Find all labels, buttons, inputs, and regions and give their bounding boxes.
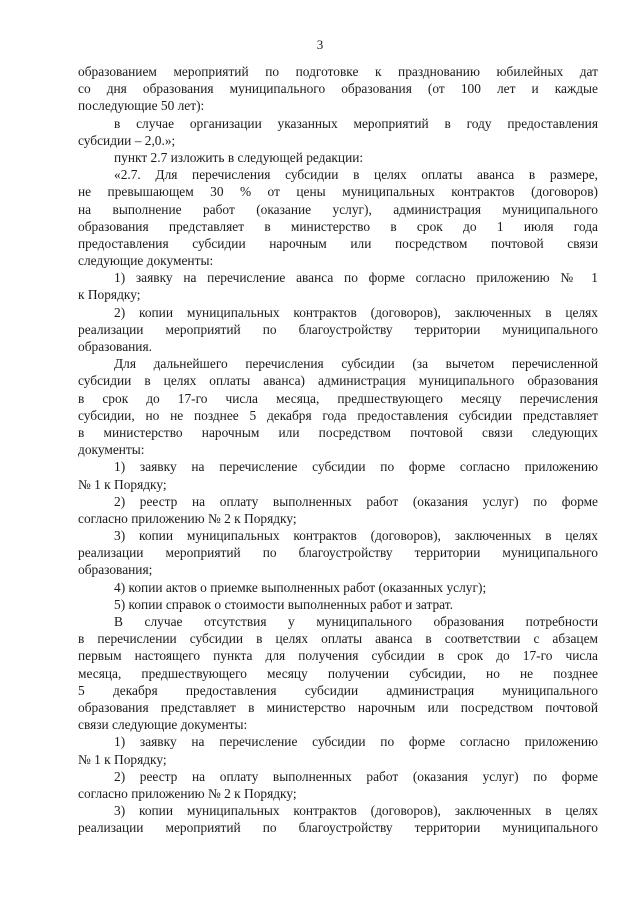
text-line: месяца, предшествующего месяцу получении субсидии, но не позднее (78, 665, 598, 681)
text-line: на выполнение работ (оказание услуг), администрация муниципального (78, 201, 598, 217)
text-line: образования представляет в министерство в срок до 1 июля года (78, 218, 598, 234)
text-line: согласно приложению № 2 к Порядку; (78, 785, 297, 801)
text-line: первым настоящего пункта для получения субсидии в срок до 17-го числа (78, 648, 598, 664)
text-line: реализации мероприятий по благоустройству территории муниципального (78, 545, 598, 561)
text-line: образования представляет в министерство нарочным или посредством почтовой (78, 699, 598, 715)
text-line: к Порядку; (78, 287, 141, 303)
text-line: 5) копии справок о стоимости выполненных работ и затрат. (114, 596, 453, 612)
text-line: 1) заявку на перечисление аванса по форме согласно приложению № 1 (114, 270, 598, 286)
text-line: 3) копии муниципальных контрактов (договоров), заключенных в целях (114, 803, 598, 819)
text-line: субсидии – 2,0.»; (78, 132, 176, 148)
text-line: 2) реестр на оплату выполненных работ (оказания услуг) по форме (114, 768, 598, 784)
text-line: 1) заявку на перечисление субсидии по форме согласно приложению (114, 459, 598, 475)
text-line: согласно приложению № 2 к Порядку; (78, 510, 297, 526)
text-line: 2) реестр на оплату выполненных работ (оказания услуг) по форме (114, 493, 598, 509)
text-line: предоставления субсидии нарочным или посредством почтовой связи (78, 235, 598, 251)
text-line: в случае организации указанных мероприятий в году предоставления (114, 115, 598, 131)
text-line: субсидии, но не позднее 5 декабря года предоставления субсидии представляет (78, 407, 598, 423)
text-line: последующие 50 лет): (78, 98, 205, 114)
text-line: в министерство нарочным или посредством почтовой связи следующих (78, 424, 598, 440)
text-line: № 1 к Порядку; (78, 476, 167, 492)
text-line: не превышающем 30 % от цены муниципальных контрактов (договоров) (78, 184, 598, 200)
page-number: 3 (316, 37, 324, 52)
text-line: в перечислении субсидии в целях оплаты аванса в соответствии с абзацем (78, 631, 598, 647)
text-line: «2.7. Для перечисления субсидии в целях оплаты аванса в размере, (114, 167, 598, 183)
text-line: 5 декабря предоставления субсидии администрация муниципального (78, 682, 598, 698)
document-body (78, 63, 598, 836)
text-line: 2) копии муниципальных контрактов (договоров), заключенных в целях (114, 304, 598, 320)
text-line: образованием мероприятий по подготовке к празднованию юбилейных дат (78, 64, 598, 79)
text-line: связи следующие документы: (78, 717, 248, 733)
text-line: 1) заявку на перечисление субсидии по форме согласно приложению (114, 734, 598, 750)
text-line: образования. (78, 339, 152, 354)
text-line: 3) копии муниципальных контрактов (договоров), заключенных в целях (114, 528, 598, 544)
text-line: следующие документы: (78, 253, 214, 269)
text-line: реализации мероприятий по благоустройству территории муниципального (78, 820, 598, 836)
text-line: В случае отсутствия у муниципального образования потребности (114, 614, 598, 629)
text-line: со дня образования муниципального образования (от 100 лет и каждые (78, 81, 598, 97)
text-line: образования; (78, 562, 153, 578)
text-line: № 1 к Порядку; (78, 751, 167, 767)
text-line: 4) копии актов о приемке выполненных работ (оказанных услуг); (114, 579, 487, 595)
text-line: реализации мероприятий по благоустройству территории муниципального (78, 321, 598, 337)
text-line: документы: (78, 442, 145, 458)
text-line: Для дальнейшего перечисления субсидии (за вычетом перечисленной (114, 356, 598, 372)
text-line: пункт 2.7 изложить в следующей редакции: (114, 149, 364, 165)
text-line: субсидии в целях оплаты аванса) администрация муниципального образования (78, 373, 598, 389)
text-line: в срок до 17-го числа месяца, предшествующего месяцу перечисления (78, 390, 598, 406)
